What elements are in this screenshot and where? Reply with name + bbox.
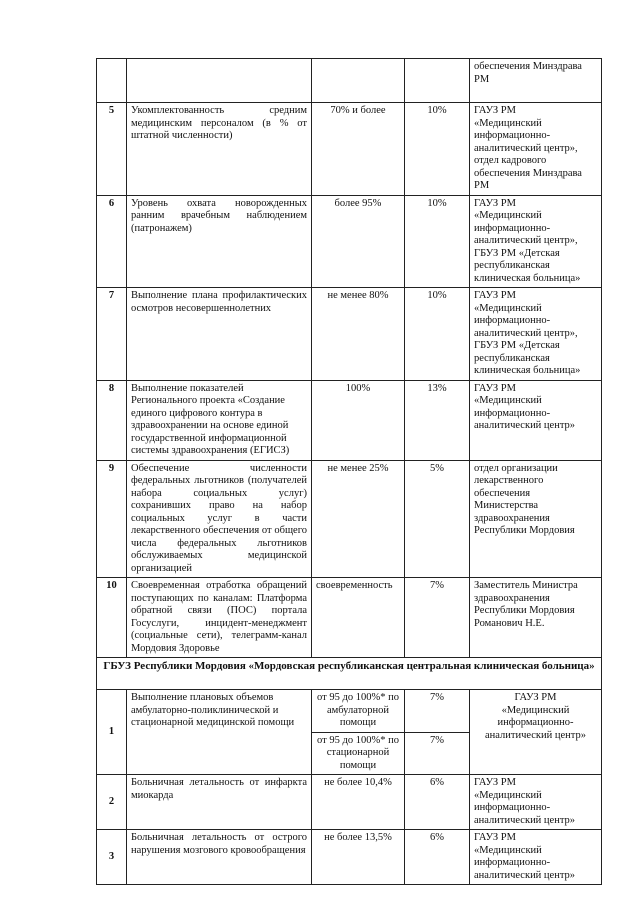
responsible-cell: ГАУЗ РМ «Медицинский информационно-аналитический центр», ГБУЗ РМ «Детская республиканская клиническая больница» [470, 195, 602, 288]
responsible-cell: ГАУЗ РМ «Медицинский информационно-аналитический центр» [470, 690, 602, 775]
row-number: 9 [97, 460, 127, 578]
table-row [97, 830, 602, 885]
table-row [97, 195, 602, 288]
target-value-cell: более 95% [312, 195, 405, 288]
target-value-cell: не более 10,4% [312, 775, 405, 830]
table-row [97, 460, 602, 578]
responsible-cell: обеспечения Минздрава РМ [470, 59, 602, 103]
weight-cell: 13% [405, 380, 470, 460]
table-row [97, 775, 602, 830]
target-value-cell: 70% и более [312, 103, 405, 196]
target-value-cell: 100% [312, 380, 405, 460]
weight-cell: 7% [405, 690, 470, 733]
table-row [97, 59, 602, 103]
row-number: 10 [97, 578, 127, 658]
indicator-cell [127, 59, 312, 103]
weight-cell: 10% [405, 195, 470, 288]
table-row [97, 103, 602, 196]
row-number: 2 [97, 775, 127, 830]
responsible-cell: ГАУЗ РМ «Медицинский информационно-аналитический центр» [470, 380, 602, 460]
weight-cell: 7% [405, 732, 470, 775]
indicator-cell: Уровень охвата новорожденных ранним врачебным наблюдением (патронажем) [127, 195, 312, 288]
indicator-cell: Больничная летальность от острого нарушения мозгового кровообращения [127, 830, 312, 885]
responsible-cell: ГАУЗ РМ «Медицинский информационно-аналитический центр» [470, 830, 602, 885]
indicator-cell: Выполнение плана профилактических осмотров несовершеннолетних [127, 288, 312, 381]
indicators-table [96, 58, 602, 885]
weight-cell: 6% [405, 775, 470, 830]
indicator-cell: Укомплектованность средним медицинским персоналом (в % от штатной численности) [127, 103, 312, 196]
row-number: 7 [97, 288, 127, 381]
target-value-cell: не менее 25% [312, 460, 405, 578]
indicator-cell: Выполнение плановых объемов амбулаторно-поликлинической и стационарной медицинской помощи [127, 690, 312, 775]
row-number: 6 [97, 195, 127, 288]
target-value-cell: не менее 80% [312, 288, 405, 381]
table-row [97, 578, 602, 658]
weight-cell: 6% [405, 830, 470, 885]
row-number [97, 59, 127, 103]
weight-cell: 10% [405, 103, 470, 196]
target-value-cell [312, 59, 405, 103]
target-value-cell: от 95 до 100%* по амбулаторной помощи [312, 690, 405, 733]
responsible-cell: отдел организации лекарственного обеспечения Министерства здравоохранения Республики Мордовия [470, 460, 602, 578]
weight-cell: 7% [405, 578, 470, 658]
indicator-cell: Обеспечение численности федеральных льготников (получателей набора социальных услуг) сохранивших право на набор социальных услуг в части лекарственного обеспечения от общего числа федеральных льготников обслуживаемых медицинской организацией [127, 460, 312, 578]
row-number: 5 [97, 103, 127, 196]
responsible-cell: ГАУЗ РМ «Медицинский информационно-аналитический центр», отдел кадрового обеспечения Минздрава РМ [470, 103, 602, 196]
row-number: 1 [97, 690, 127, 775]
row-number: 3 [97, 830, 127, 885]
target-value-cell: своевременность [312, 578, 405, 658]
weight-cell [405, 59, 470, 103]
table-row [97, 288, 602, 381]
section-title: ГБУЗ Республики Мордовия «Мордовская республиканская центральная клиническая больница» [97, 658, 602, 690]
indicator-cell: Своевременная отработка обращений поступающих по каналам: Платформа обратной связи (ПОС) портала Госуслуги, инцидент-менеджмент (социальные сети), телеграмм-канал Мордовия Здоровье [127, 578, 312, 658]
weight-cell: 10% [405, 288, 470, 381]
table-row [97, 380, 602, 460]
table-row [97, 690, 602, 733]
indicator-cell: Больничная летальность от инфаркта миокарда [127, 775, 312, 830]
target-value-cell: от 95 до 100%* по стационарной помощи [312, 732, 405, 775]
row-number: 8 [97, 380, 127, 460]
target-value-cell: не более 13,5% [312, 830, 405, 885]
responsible-cell: ГАУЗ РМ «Медицинский информационно-аналитический центр», ГБУЗ РМ «Детская республиканская клиническая больница» [470, 288, 602, 381]
section-row [97, 658, 602, 690]
responsible-cell: ГАУЗ РМ «Медицинский информационно-аналитический центр» [470, 775, 602, 830]
weight-cell: 5% [405, 460, 470, 578]
responsible-cell: Заместитель Министра здравоохранения Республики Мордовия Романович Н.Е. [470, 578, 602, 658]
indicator-cell: Выполнение показателей Регионального проекта «Создание единого цифрового контура в здравоохранении на основе единой государственной информационной системы здравоохранения (ЕГИСЗ) [127, 380, 312, 460]
